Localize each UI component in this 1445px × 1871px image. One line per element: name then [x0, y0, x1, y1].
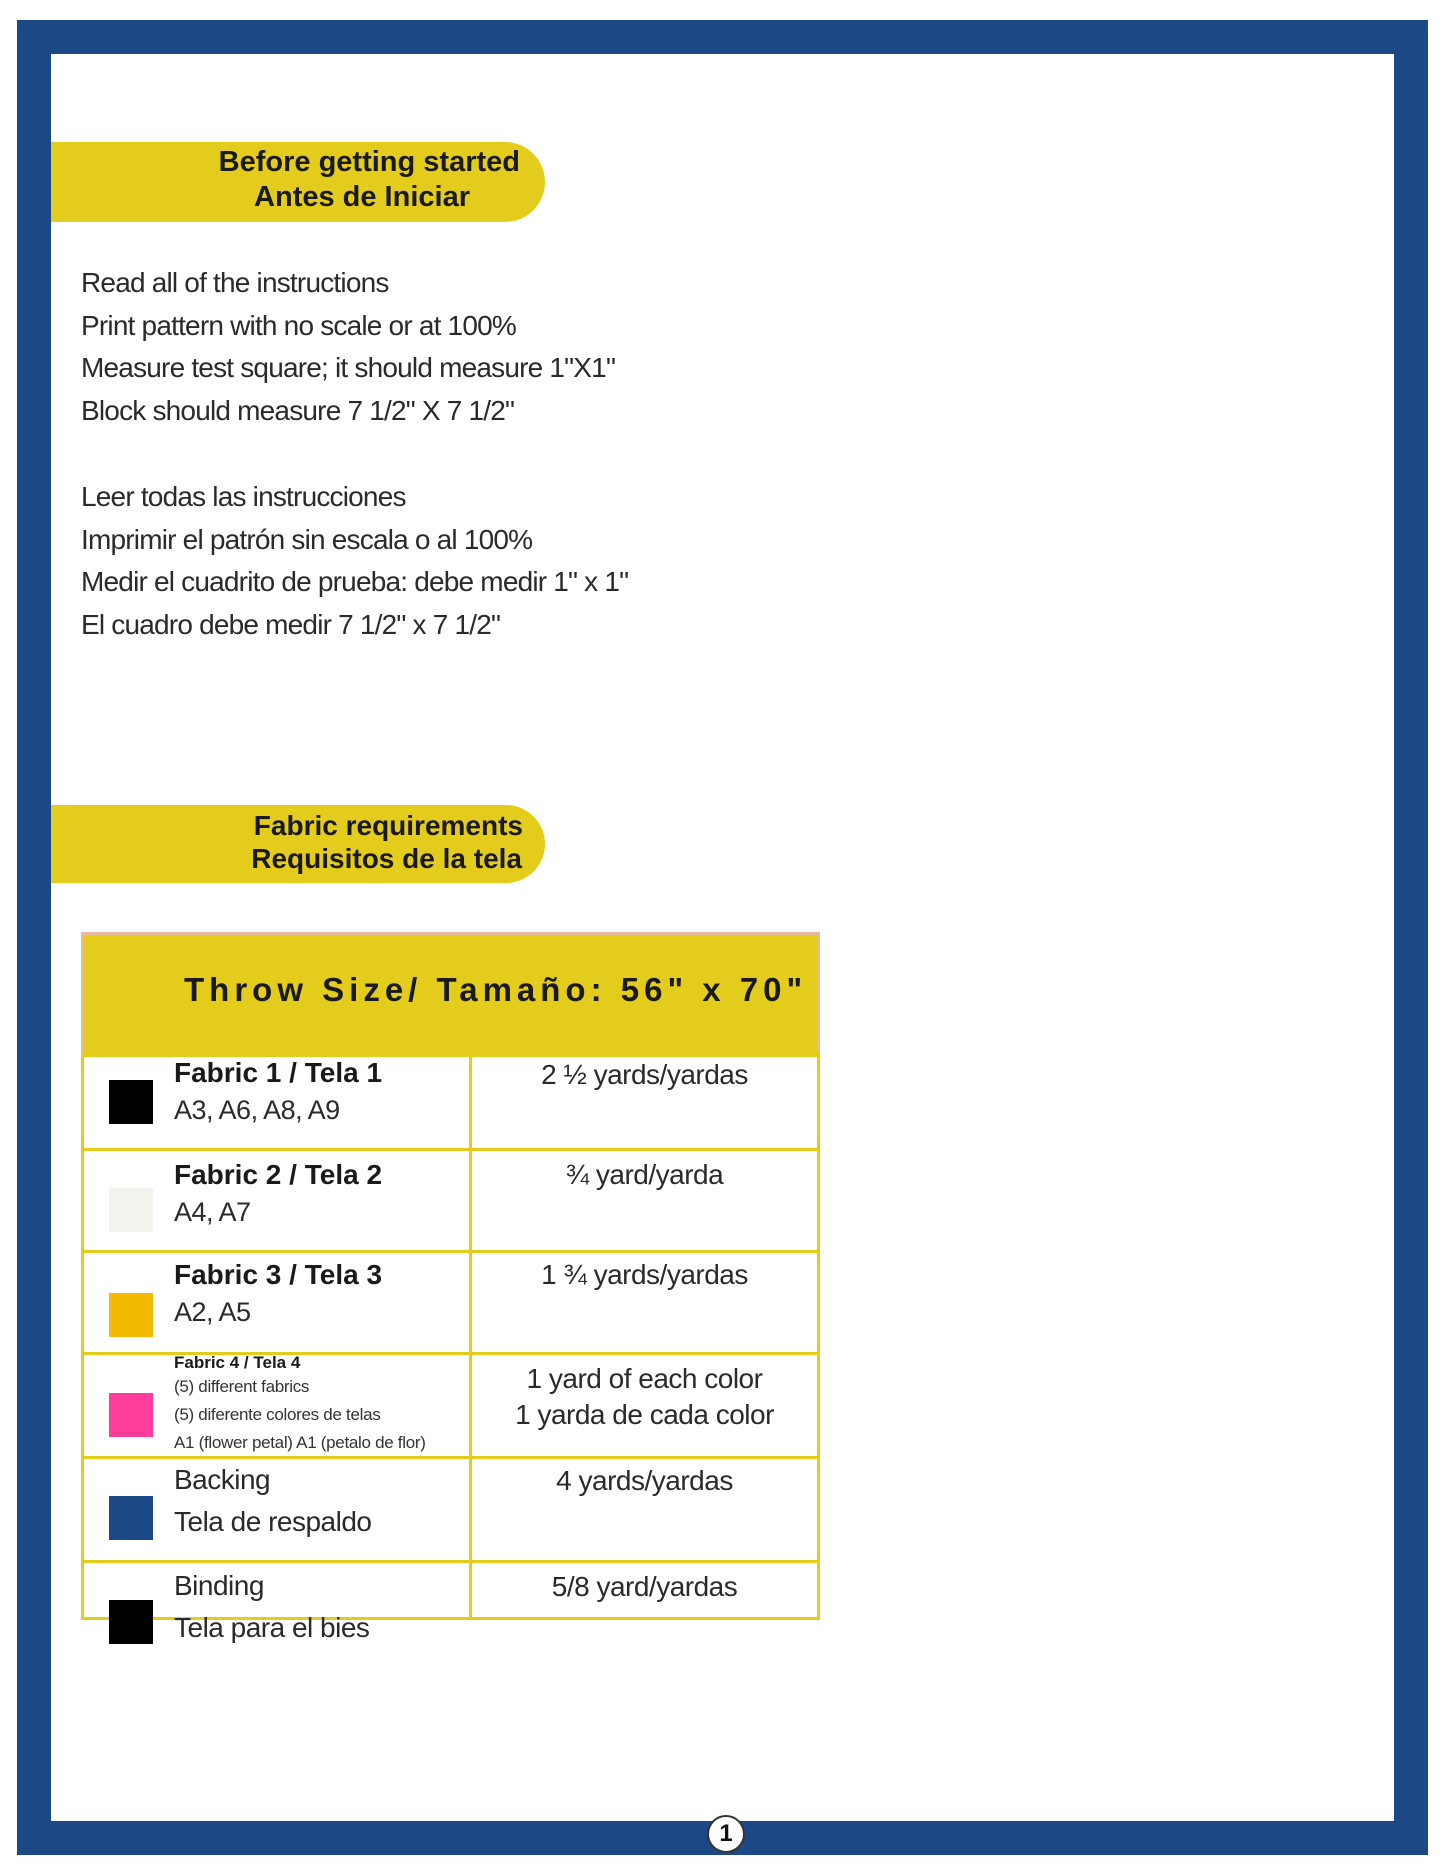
fabric-amount — [472, 1361, 817, 1433]
heading-en: Fabric requirements — [253, 810, 523, 841]
fabric-label — [174, 1565, 369, 1649]
table-row — [84, 1352, 817, 1459]
fabric-label — [174, 1259, 382, 1328]
fabric-amount: 1 ¾ yards/yardas — [541, 1259, 748, 1290]
before-started-heading — [51, 142, 545, 222]
heading-en: Before getting started — [218, 146, 520, 178]
color-swatch — [109, 1080, 153, 1124]
table-title: Throw Size/ Tamaño: 56" x 70" — [184, 971, 808, 1008]
color-swatch — [109, 1393, 153, 1437]
table-row — [84, 1456, 817, 1563]
fabric-detail: (5) different fabrics — [174, 1377, 310, 1396]
color-swatch — [109, 1496, 153, 1540]
instruction-line: Read all of the instructions — [81, 267, 389, 298]
fabric-label — [174, 1459, 371, 1543]
instruction-line: Imprimir el patrón sin escala o al 100% — [81, 523, 533, 555]
fabric-detail: A1 (flower petal) A1 (petalo de flor) — [174, 1433, 426, 1452]
fabric-name: Fabric 3 / Tela 3 — [174, 1259, 383, 1290]
instructions-spanish — [81, 476, 628, 646]
amount-line: 1 yarda de cada color — [515, 1399, 774, 1430]
instructions-english — [81, 262, 615, 432]
fabric-name: Binding — [174, 1570, 264, 1601]
fabric-amount: ¾ yard/yarda — [565, 1159, 724, 1190]
heading-es: Antes de Iniciar — [254, 181, 470, 213]
instruction-line: Block should measure 7 1/2" X 7 1/2" — [81, 394, 515, 426]
fabric-detail: (5) diferente colores de telas — [174, 1405, 381, 1424]
instruction-line: El cuadro debe medir 7 1/2" x 7 1/2" — [81, 608, 501, 640]
page-number: 1 — [707, 1815, 745, 1853]
color-swatch — [109, 1293, 153, 1337]
fabric-amount: 5/8 yard/yardas — [551, 1571, 738, 1602]
fabric-sub: Tela de respaldo — [174, 1506, 372, 1537]
fabric-name: Fabric 4 / Tela 4 — [174, 1353, 301, 1372]
table-row — [84, 1560, 817, 1643]
instruction-line: Print pattern with no scale or at 100% — [81, 309, 516, 341]
instruction-line: Leer todas las instrucciones — [81, 481, 406, 512]
fabric-amount: 4 yards/yardas — [556, 1465, 733, 1496]
table-row — [84, 1057, 817, 1148]
table-header — [81, 932, 820, 1054]
fabric-label — [174, 1159, 382, 1228]
instruction-line: Measure test square; it should measure 1"X1" — [81, 352, 616, 383]
fabric-name: Fabric 1 / Tela 1 — [174, 1057, 383, 1088]
fabric-amount: 2 ½ yards/yardas — [541, 1059, 748, 1090]
fabric-pieces: A2, A5 — [174, 1297, 251, 1327]
fabric-pieces: A3, A6, A8, A9 — [174, 1095, 340, 1125]
fabric-sub: Tela para el bies — [174, 1612, 370, 1643]
color-swatch — [109, 1600, 153, 1644]
amount-line: 1 yard of each color — [526, 1363, 763, 1394]
fabric-name: Fabric 2 / Tela 2 — [174, 1159, 383, 1190]
fabric-table — [81, 932, 820, 1688]
fabric-requirements-heading — [51, 805, 545, 883]
table-body — [81, 1054, 820, 1643]
heading-es: Requisitos de la tela — [251, 843, 522, 874]
fabric-pieces: A4, A7 — [174, 1197, 251, 1227]
table-row — [84, 1148, 817, 1253]
fabric-label — [174, 1057, 382, 1126]
color-swatch — [109, 1188, 153, 1232]
fabric-name: Backing — [174, 1464, 271, 1495]
instruction-line: Medir el cuadrito de prueba: debe medir 1" x 1" — [81, 566, 629, 597]
fabric-label — [174, 1353, 426, 1457]
table-row — [84, 1250, 817, 1355]
